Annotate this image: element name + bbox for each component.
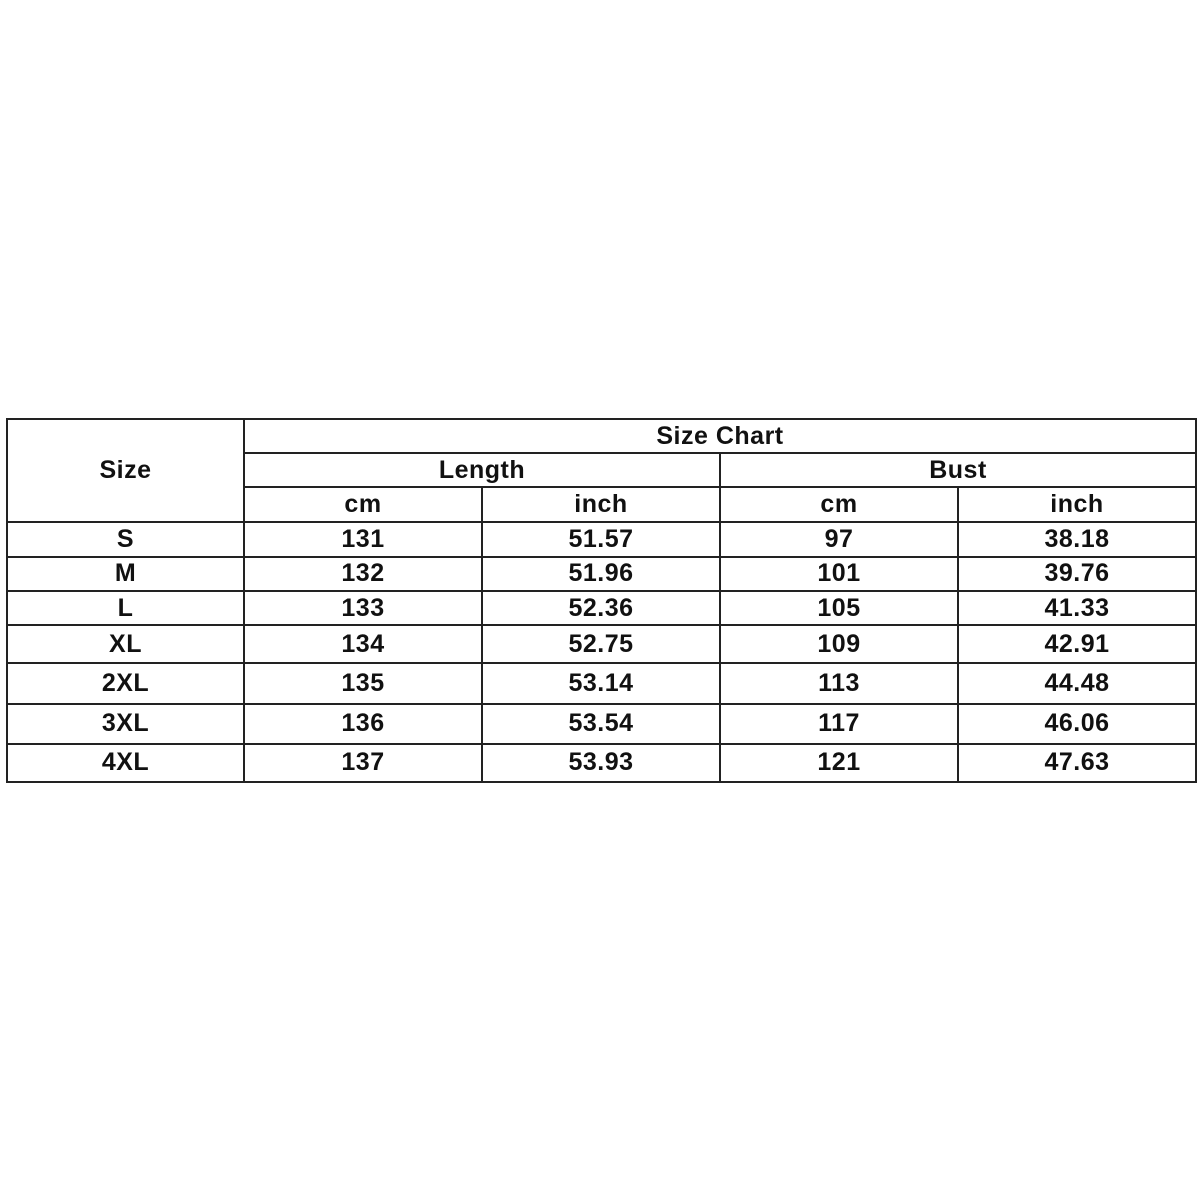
length-inch-cell: 52.36 [482, 591, 720, 625]
length-inch-cell: 51.57 [482, 522, 720, 557]
bust-inch-cell: 39.76 [958, 557, 1196, 591]
group-header-bust: Bust [720, 453, 1196, 487]
length-cm-cell: 131 [244, 522, 482, 557]
bust-inch-cell: 38.18 [958, 522, 1196, 557]
size-chart-table [6, 418, 1197, 783]
bust-inch-cell: 47.63 [958, 744, 1196, 782]
size-cell: M [7, 557, 244, 591]
length-cm-cell: 132 [244, 557, 482, 591]
size-cell: 4XL [7, 744, 244, 782]
table-row [7, 522, 1196, 557]
bust-inch-cell: 41.33 [958, 591, 1196, 625]
length-inch-cell: 51.96 [482, 557, 720, 591]
table-row [7, 591, 1196, 625]
bust-cm-cell: 121 [720, 744, 958, 782]
size-cell: 3XL [7, 704, 244, 744]
bust-cm-cell: 113 [720, 663, 958, 703]
table-row [7, 663, 1196, 703]
bust-inch-cell: 46.06 [958, 704, 1196, 744]
length-cm-cell: 136 [244, 704, 482, 744]
bust-cm-cell: 97 [720, 522, 958, 557]
length-cm-cell: 133 [244, 591, 482, 625]
table-row [7, 704, 1196, 744]
table-title: Size Chart [244, 419, 1196, 453]
header-row-title [7, 419, 1196, 453]
length-cm-cell: 137 [244, 744, 482, 782]
unit-header-length-cm: cm [244, 487, 482, 521]
length-inch-cell: 53.54 [482, 704, 720, 744]
size-cell: S [7, 522, 244, 557]
table-row [7, 744, 1196, 782]
group-header-length: Length [244, 453, 720, 487]
size-column-header: Size [7, 419, 244, 522]
size-cell: 2XL [7, 663, 244, 703]
bust-cm-cell: 109 [720, 625, 958, 663]
length-inch-cell: 52.75 [482, 625, 720, 663]
table-row [7, 557, 1196, 591]
bust-inch-cell: 44.48 [958, 663, 1196, 703]
bust-cm-cell: 117 [720, 704, 958, 744]
bust-inch-cell: 42.91 [958, 625, 1196, 663]
length-inch-cell: 53.14 [482, 663, 720, 703]
length-inch-cell: 53.93 [482, 744, 720, 782]
unit-header-length-inch: inch [482, 487, 720, 521]
bust-cm-cell: 105 [720, 591, 958, 625]
table-row [7, 625, 1196, 663]
unit-header-bust-cm: cm [720, 487, 958, 521]
unit-header-bust-inch: inch [958, 487, 1196, 521]
size-cell: L [7, 591, 244, 625]
bust-cm-cell: 101 [720, 557, 958, 591]
length-cm-cell: 135 [244, 663, 482, 703]
length-cm-cell: 134 [244, 625, 482, 663]
size-cell: XL [7, 625, 244, 663]
